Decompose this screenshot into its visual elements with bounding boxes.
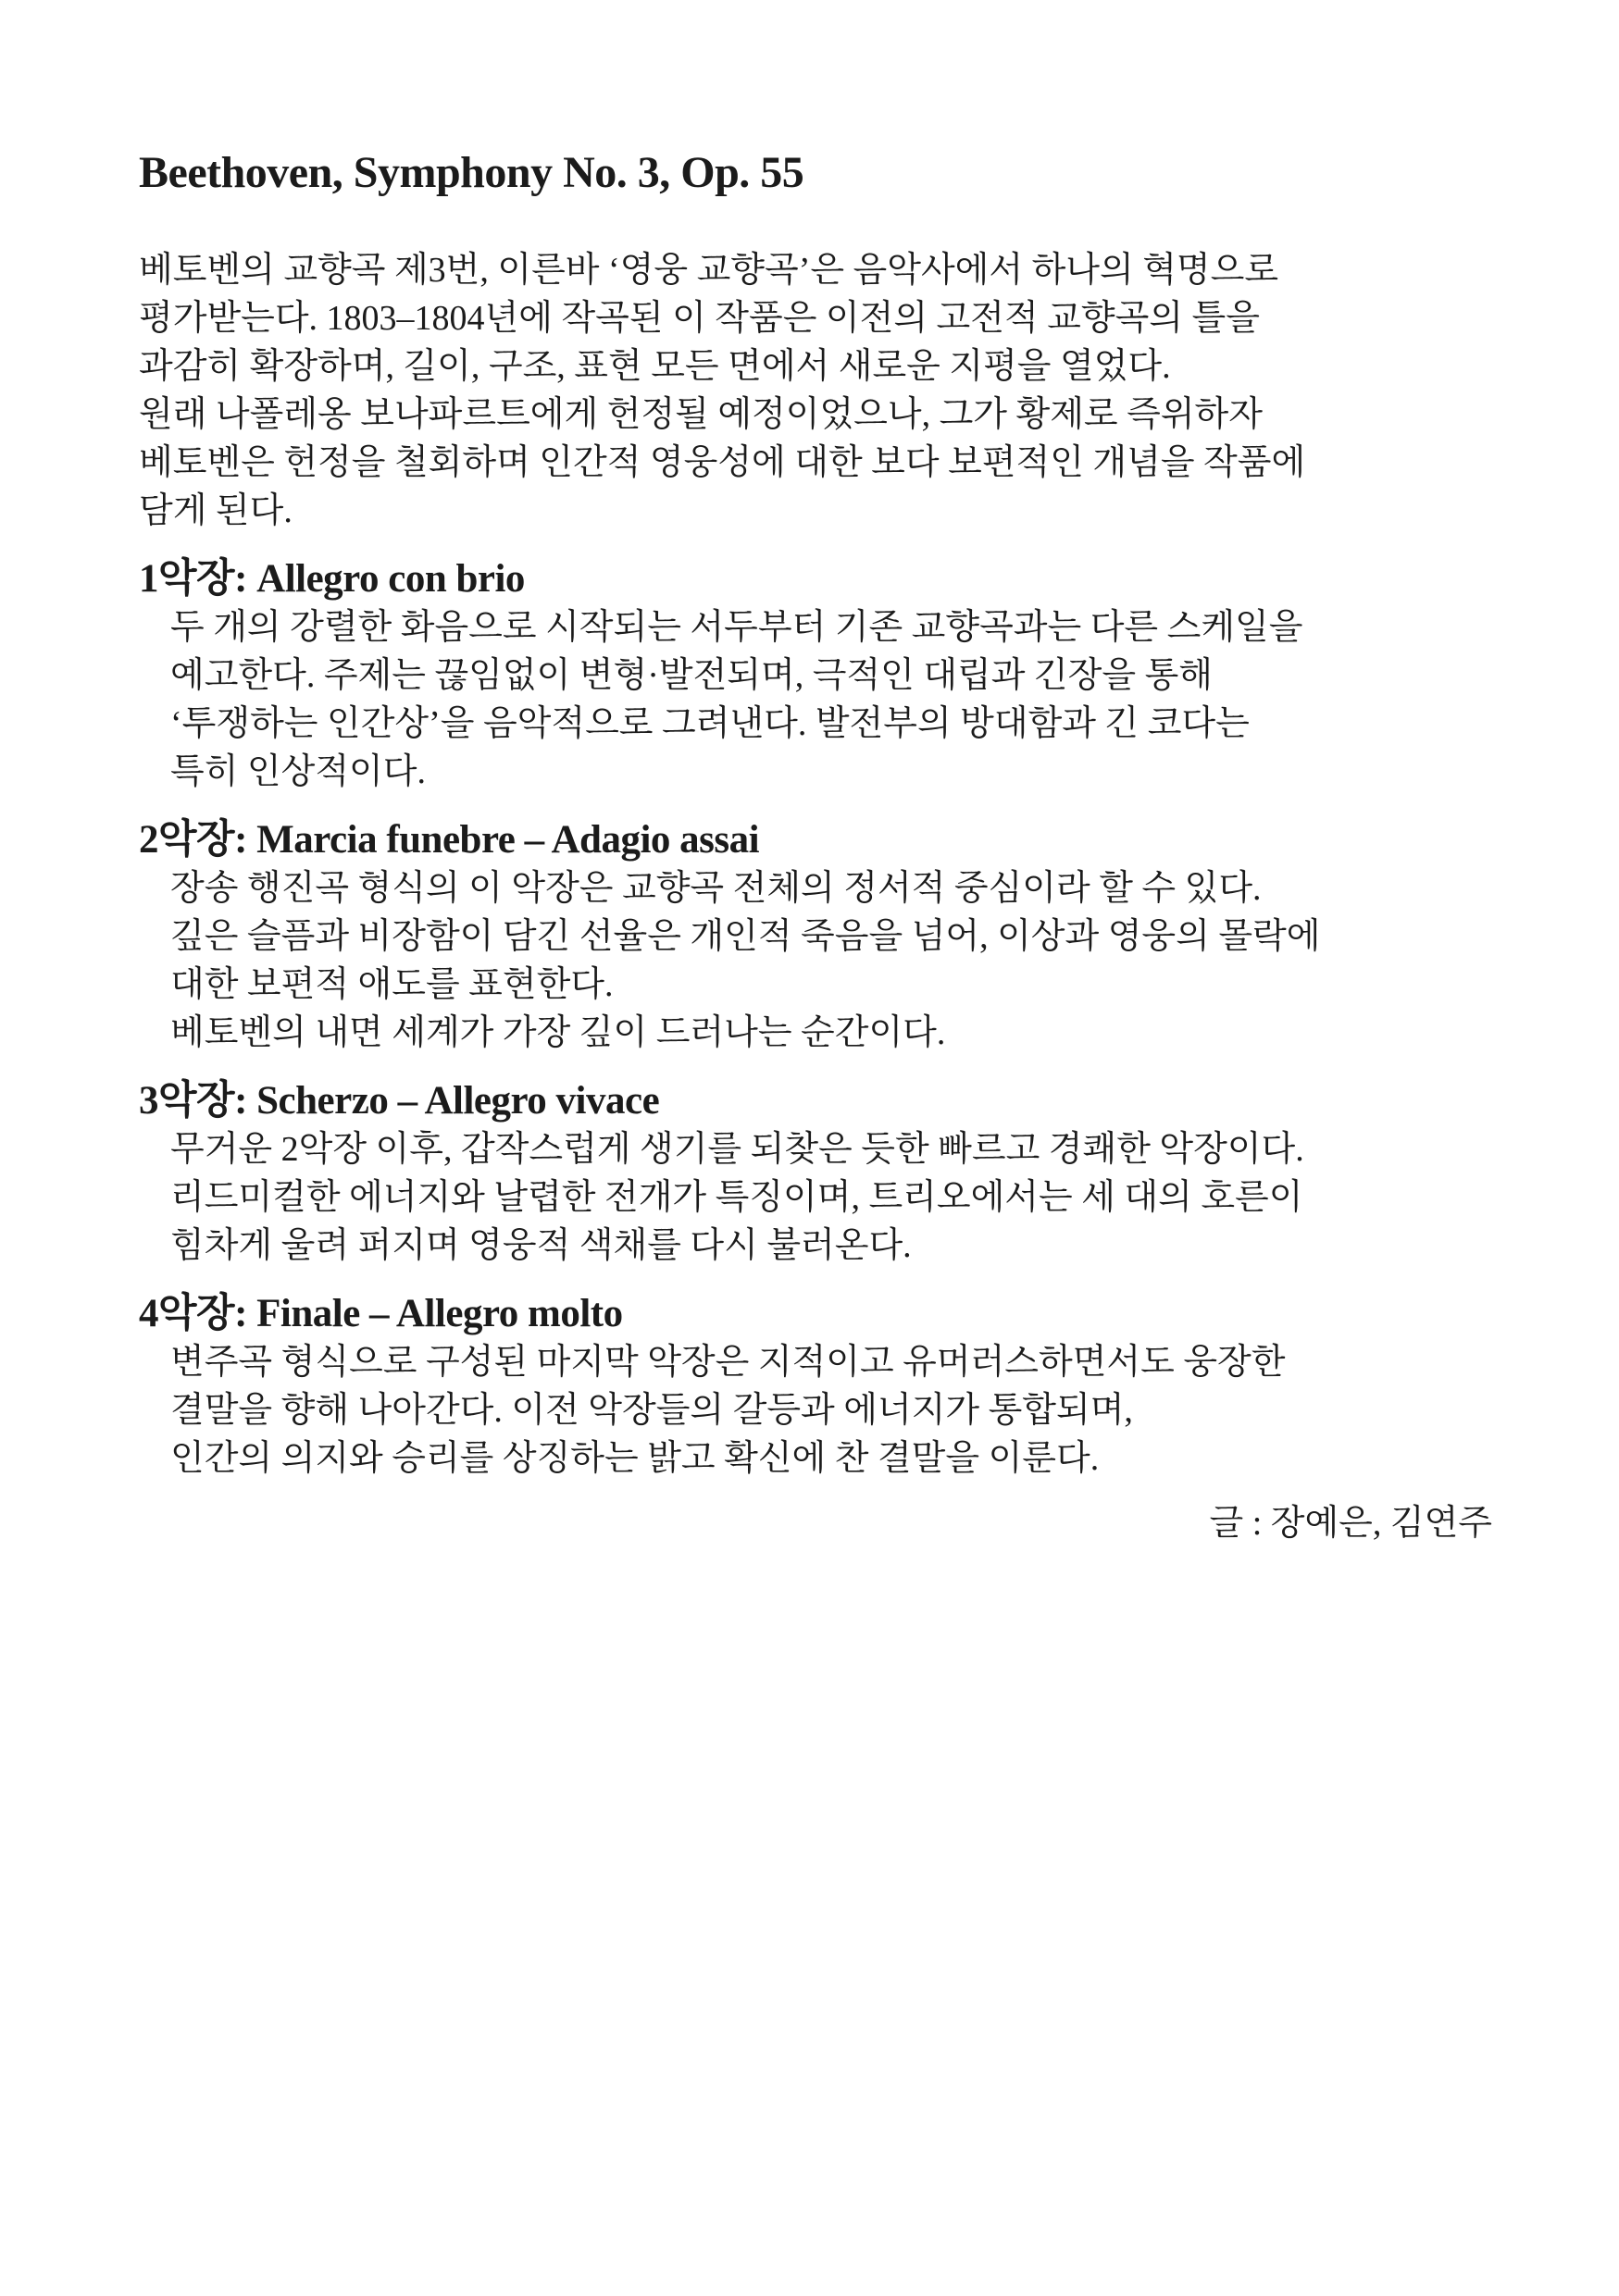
movement-section-1	[139, 555, 1492, 796]
document-content	[139, 146, 1492, 1547]
movement-section-3	[139, 1077, 1492, 1270]
movement-1-heading: 1악장: Allegro con brio	[139, 557, 525, 601]
movement-4-heading: 4악장: Finale – Allegro molto	[139, 1292, 623, 1335]
page-title: Beethoven, Symphony No. 3, Op. 55	[139, 148, 804, 197]
movement-2-body: 장송 행진곡 형식의 이 악장은 교향곡 전체의 정서적 중심이라 할 수 있다. 깊은 슬픔과 비장함이 담긴 선율은 개인적 죽음을 넘어, 이상과 영웅의 몰락에 대한 보편적 애도를 표현한다. 베토벤의 내면 세계가 가장 깊이 드러나는 순간이다.	[170, 869, 1321, 1052]
movement-2-heading: 2악장: Marcia funebre – Adagio assai	[139, 818, 760, 862]
intro-paragraph: 베토벤의 교향곡 제3번, 이른바 ‘영웅 교향곡’은 음악사에서 하나의 혁명으로 평가받는다. 1803–1804년에 작곡된 이 작품은 이전의 고전적 교향곡의 틀을 과감히 확장하며, 길이, 구조, 표현 모든 면에서 새로운 지평을 열었다. 원래 나폴레옹 보나파르트에게 헌정될 예정이었으나, 그가 황제로 즉위하자 베토벤은 헌정을 철회하며 인간적 영웅성에 대한 보다 보편적인 개념을 작품에 담게 된다.	[139, 251, 1306, 530]
movement-section-4	[139, 1290, 1492, 1483]
author-credit-line: 글 : 장예은, 김연주	[1209, 1504, 1492, 1543]
movement-4-body: 변주곡 형식으로 구성된 마지막 악장은 지적이고 유머러스하면서도 웅장한 결말을 향해 나아간다. 이전 악장들의 갈등과 에너지가 통합되며, 인간의 의지와 승리를 상징하는 밝고 확신에 찬 결말을 이룬다.	[170, 1343, 1286, 1478]
movement-3-heading: 3악장: Scherzo – Allegro vivace	[139, 1079, 660, 1123]
movement-section-2	[139, 816, 1492, 1057]
movement-3-body: 무거운 2악장 이후, 갑작스럽게 생기를 되찾은 듯한 빠르고 경쾌한 악장이다. 리드미컬한 에너지와 날렵한 전개가 특징이며, 트리오에서는 세 대의 호른이 힘차게 울려 퍼지며 영웅적 색채를 다시 불러온다.	[170, 1130, 1304, 1265]
movement-1-body: 두 개의 강렬한 화음으로 시작되는 서두부터 기존 교향곡과는 다른 스케일을 예고한다. 주제는 끊임없이 변형·발전되며, 극적인 대립과 긴장을 통해 ‘투쟁하는 인간상’을 음악적으로 그려낸다. 발전부의 방대함과 긴 코다는 특히 인상적이다.	[170, 608, 1303, 791]
